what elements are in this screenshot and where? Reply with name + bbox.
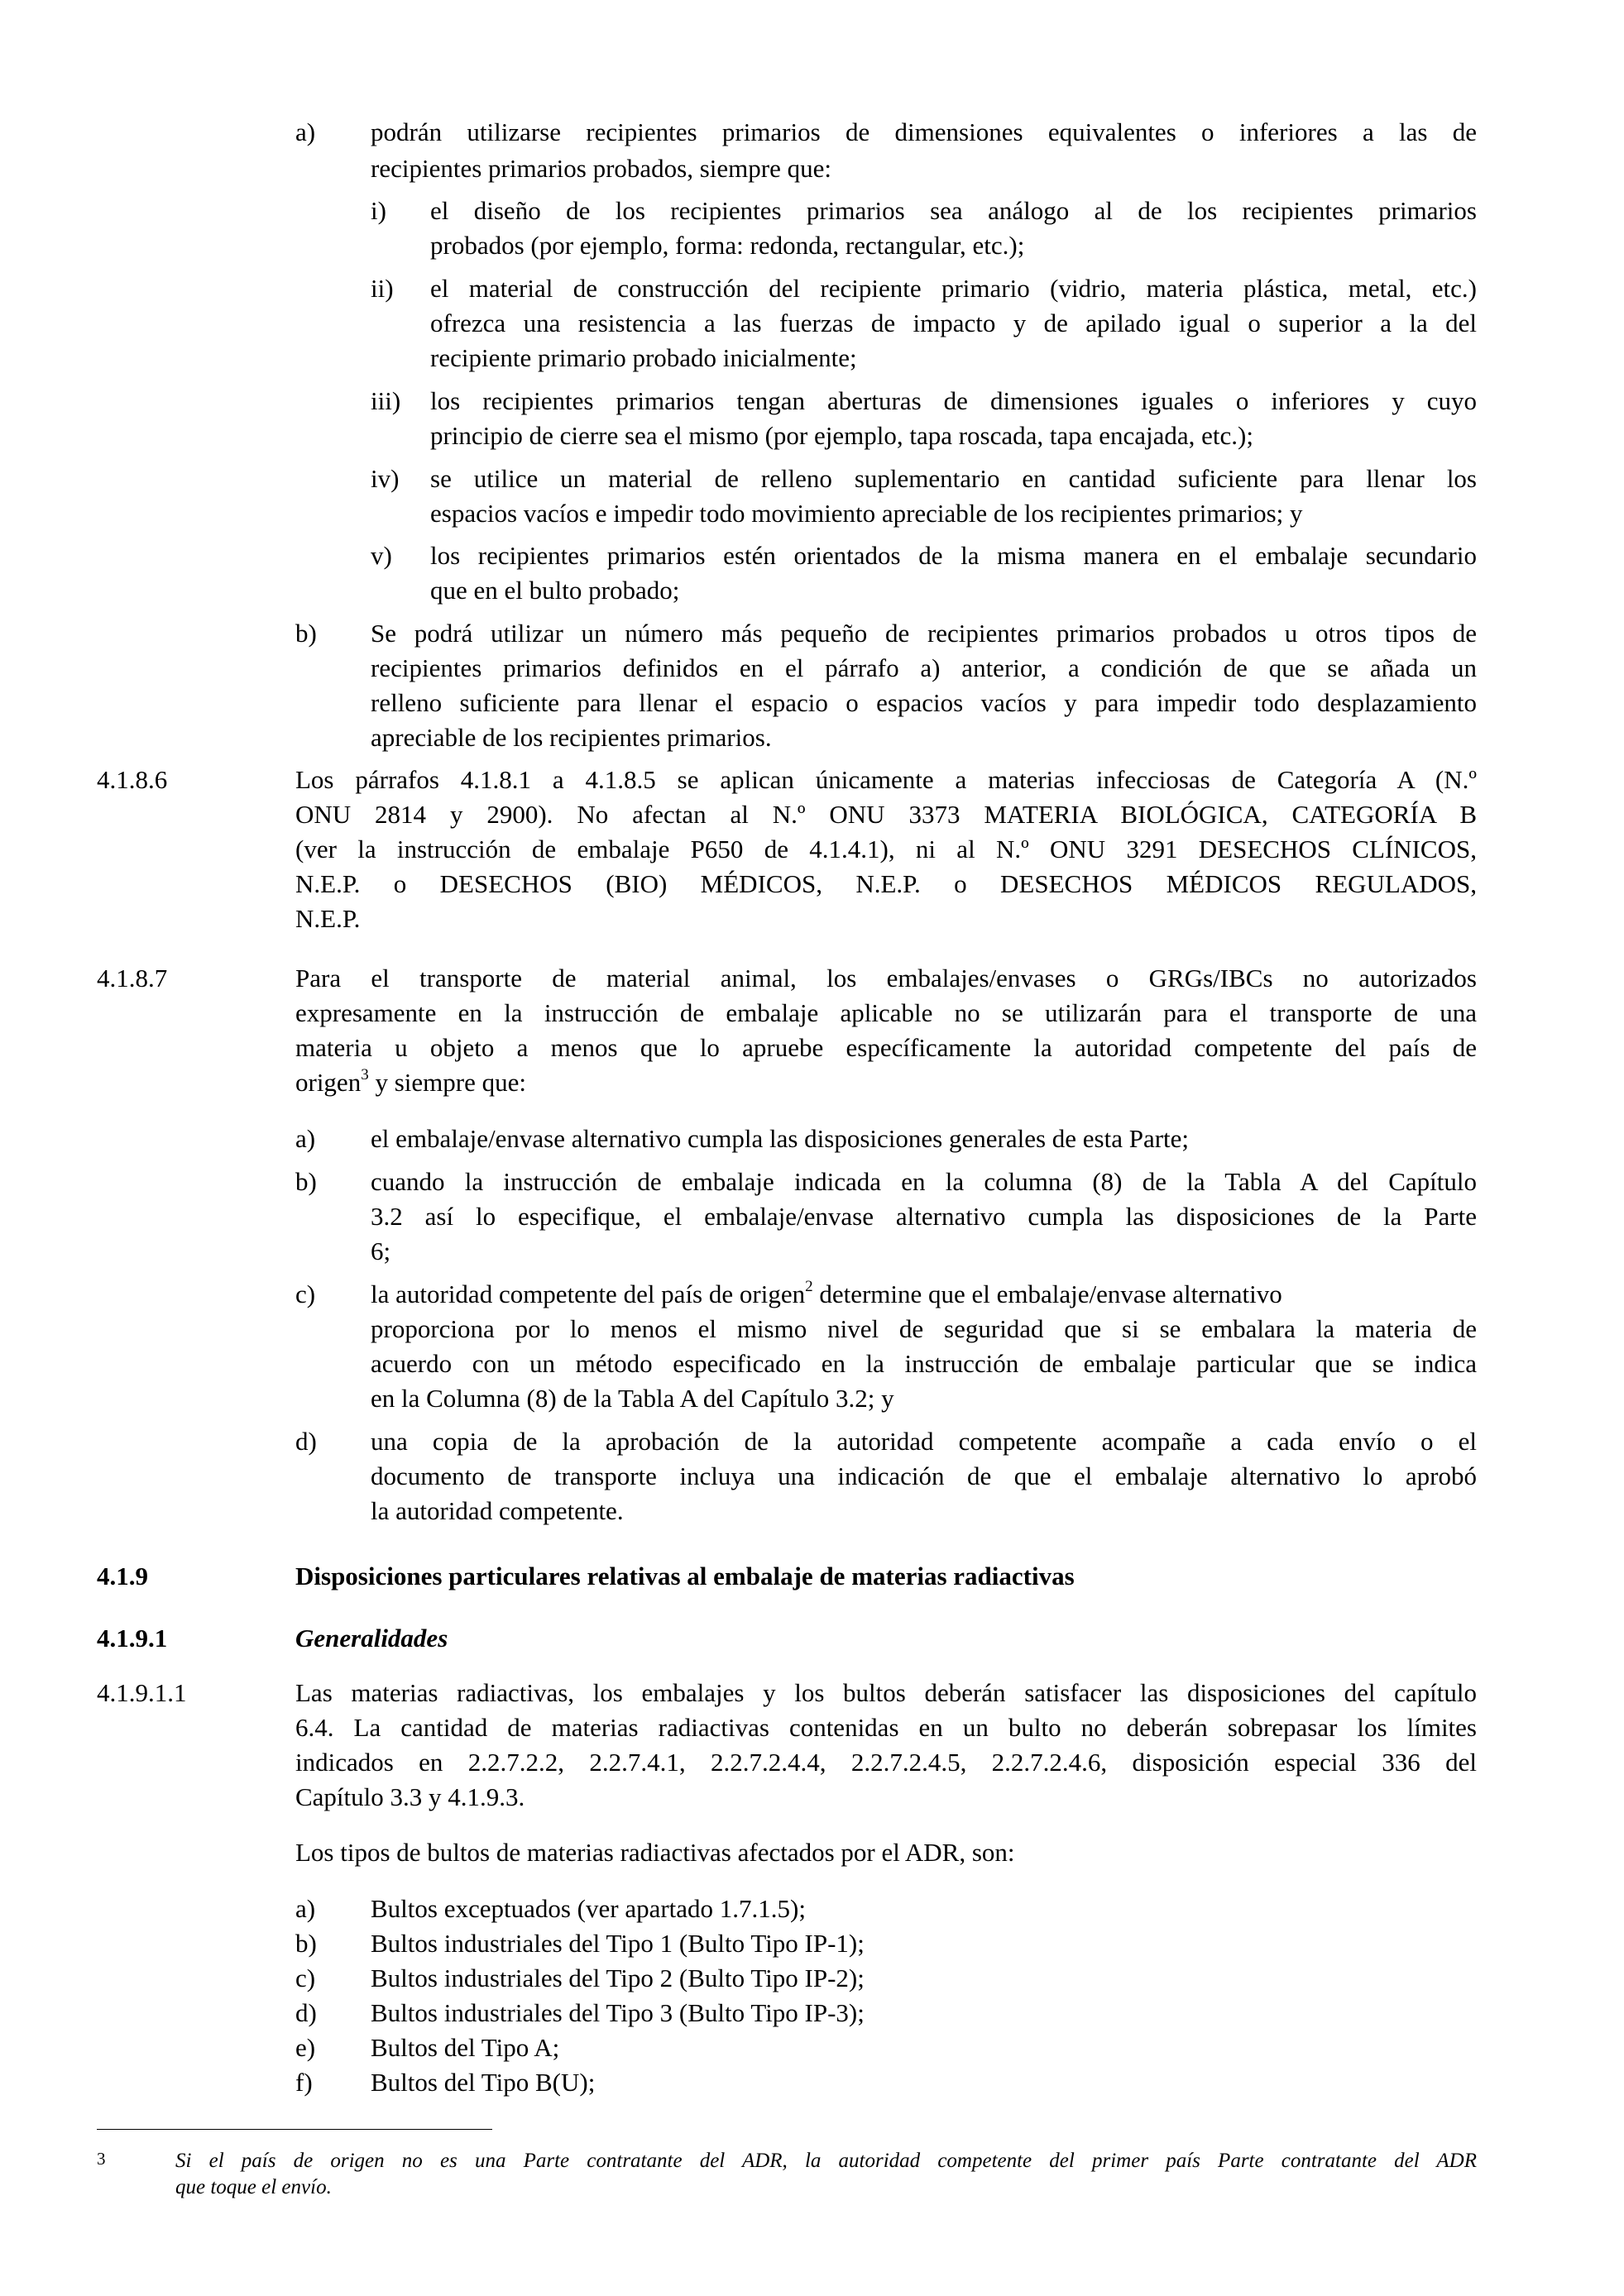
paragraph-line: documento de transporte incluya una indicación de que el embalaje alternativo lo aprobó	[371, 1461, 1477, 1490]
paragraph-line: en la Columna (8) de la Tabla A del Capítulo 3.2; y	[371, 1384, 894, 1413]
paragraph-line: Las materias radiactivas, los embalajes y los bultos deberán satisfacer las disposiciones del capítulo	[295, 1678, 1477, 1707]
section-heading: Generalidades	[295, 1624, 448, 1653]
paragraph-line: Capítulo 3.3 y 4.1.9.3.	[295, 1782, 525, 1811]
paragraph-line: los recipientes primarios tengan aberturas de dimensiones iguales o inferiores y cuyo	[430, 386, 1477, 415]
subitem-label: ii)	[371, 274, 394, 303]
paragraph-line: el embalaje/envase alternativo cumpla las disposiciones generales de esta Parte;	[371, 1124, 1190, 1153]
paragraph-line: N.E.P. o DESECHOS (BIO) MÉDICOS, N.E.P. o DESECHOS MÉDICOS REGULADOS,	[295, 869, 1477, 898]
paragraph-line: recipiente primario probado inicialmente;	[430, 343, 857, 372]
paragraph-line: ONU 2814 y 2900). No afectan al N.º ONU 3373 MATERIA BIOLÓGICA, CATEGORÍA B	[295, 800, 1477, 829]
list-item: Bultos del Tipo B(U);	[371, 2068, 596, 2097]
item-label: d)	[295, 1998, 317, 2027]
subitem-label: v)	[371, 541, 392, 570]
paragraph-line: recipientes primarios definidos en el párrafo a) anterior, a condición de que se añada un	[371, 653, 1477, 682]
item-label: c)	[295, 1280, 316, 1308]
paragraph-line: la autoridad competente del país de origen$^2$ determine que el embalaje/envase alternativo	[371, 1277, 1282, 1308]
paragraph-line: origen$^3$ y siempre que:	[295, 1065, 526, 1097]
list-item: Bultos industriales del Tipo 3 (Bulto Tipo IP-3);	[371, 1998, 865, 2027]
footnote-line: Si el país de origen no es una Parte contratante del ADR, la autoridad competente del primer país Parte contratante del ADR	[175, 2150, 1477, 2172]
list-item: Bultos del Tipo A;	[371, 2033, 560, 2062]
item-label: b)	[295, 619, 317, 648]
item-label: c)	[295, 1964, 316, 1992]
list-item: Bultos industriales del Tipo 1 (Bulto Tipo IP-1);	[371, 1929, 865, 1958]
item-label: b)	[295, 1929, 317, 1958]
paragraph-number: 4.1.8.6	[97, 765, 168, 794]
item-label: a)	[295, 1124, 316, 1153]
section-number: 4.1.9	[97, 1562, 148, 1590]
subitem-label: iii)	[371, 386, 401, 415]
paragraph-line: N.E.P.	[295, 904, 361, 933]
paragraph-line: apreciable de los recipientes primarios.	[371, 723, 772, 752]
paragraph-line: ofrezca una resistencia a las fuerzas de impacto y de apilado igual o superior a la del	[430, 309, 1477, 337]
footnote-line: que toque el envío.	[175, 2176, 332, 2198]
item-label: f)	[295, 2068, 313, 2097]
footnote-number: 3	[97, 2149, 106, 2169]
paragraph-line: 3.2 así lo especifique, el embalaje/envase alternativo cumpla las disposiciones de la Parte	[371, 1202, 1477, 1231]
item-label: e)	[295, 2033, 316, 2062]
footnote-ref: 3	[361, 1065, 369, 1083]
paragraph-line: proporciona por lo menos el mismo nivel de seguridad que si se embalara la materia de	[371, 1314, 1477, 1343]
list-item: Bultos exceptuados (ver apartado 1.7.1.5);	[371, 1894, 806, 1923]
paragraph-line: probados (por ejemplo, forma: redonda, rectangular, etc.);	[430, 231, 1025, 260]
paragraph-line: acuerdo con un método especificado en la instrucción de embalaje particular que se indica	[371, 1349, 1477, 1378]
paragraph-line: Se podrá utilizar un número más pequeño de recipientes primarios probados u otros tipos de	[371, 619, 1477, 648]
paragraph-line: recipientes primarios probados, siempre que:	[371, 154, 831, 183]
paragraph-line: Para el transporte de material animal, los embalajes/envases o GRGs/IBCs no autorizados	[295, 964, 1477, 993]
paragraph-line: el material de construcción del recipiente primario (vidrio, materia plástica, metal, etc.)	[430, 274, 1477, 303]
paragraph-line: indicados en 2.2.7.2.2, 2.2.7.4.1, 2.2.7.2.4.4, 2.2.7.2.4.5, 2.2.7.2.4.6, disposición especial 336 del	[295, 1748, 1477, 1777]
paragraph-line: 6;	[371, 1236, 391, 1265]
paragraph-number: 4.1.8.7	[97, 964, 168, 993]
item-label: a)	[295, 117, 316, 146]
list-item: Bultos industriales del Tipo 2 (Bulto Tipo IP-2);	[371, 1964, 865, 1992]
paragraph-line: cuando la instrucción de embalaje indicada en la columna (8) de la Tabla A del Capítulo	[371, 1167, 1477, 1196]
paragraph-line: expresamente en la instrucción de embalaje aplicable no se utilizarán para el transporte de una	[295, 998, 1477, 1027]
paragraph-line: podrán utilizarse recipientes primarios de dimensiones equivalentes o inferiores a las de	[371, 117, 1477, 146]
paragraph-line: los recipientes primarios estén orientados de la misma manera en el embalaje secundario	[430, 541, 1477, 570]
paragraph-line: Los párrafos 4.1.8.1 a 4.1.8.5 se aplican únicamente a materias infecciosas de Categoría A (N.º	[295, 765, 1477, 794]
footnote-separator	[97, 2129, 492, 2130]
paragraph-line: una copia de la aprobación de la autoridad competente acompañe a cada envío o el	[371, 1427, 1477, 1456]
paragraph-line: Los tipos de bultos de materias radiactivas afectados por el ADR, son:	[295, 1838, 1015, 1867]
footnote-ref: 2	[805, 1277, 813, 1295]
paragraph-number: 4.1.9.1.1	[97, 1678, 187, 1707]
paragraph-line: la autoridad competente.	[371, 1496, 624, 1525]
item-label: d)	[295, 1427, 317, 1456]
paragraph-line: 6.4. La cantidad de materias radiactivas contenidas en un bulto no deberán sobrepasar los límites	[295, 1713, 1477, 1742]
paragraph-line: relleno suficiente para llenar el espacio o espacios vacíos y para impedir todo desplazamiento	[371, 688, 1477, 717]
paragraph-line: se utilice un material de relleno suplementario en cantidad suficiente para llenar los	[430, 464, 1477, 493]
item-label: b)	[295, 1167, 317, 1196]
paragraph-line: el diseño de los recipientes primarios sea análogo al de los recipientes primarios	[430, 196, 1477, 225]
section-number: 4.1.9.1	[97, 1624, 168, 1653]
section-heading: Disposiciones particulares relativas al embalaje de materias radiactivas	[295, 1562, 1075, 1590]
paragraph-line: que en el bulto probado;	[430, 576, 680, 605]
subitem-label: i)	[371, 196, 386, 225]
paragraph-line: (ver la instrucción de embalaje P650 de 4.1.4.1), ni al N.º ONU 3291 DESECHOS CLÍNICOS,	[295, 835, 1477, 863]
paragraph-line: espacios vacíos e impedir todo movimiento apreciable de los recipientes primarios; y	[430, 499, 1303, 528]
item-label: a)	[295, 1894, 316, 1923]
paragraph-line: principio de cierre sea el mismo (por ejemplo, tapa roscada, tapa encajada, etc.);	[430, 421, 1253, 450]
paragraph-line: materia u objeto a menos que lo apruebe específicamente la autoridad competente del país de	[295, 1033, 1477, 1062]
subitem-label: iv)	[371, 464, 400, 493]
